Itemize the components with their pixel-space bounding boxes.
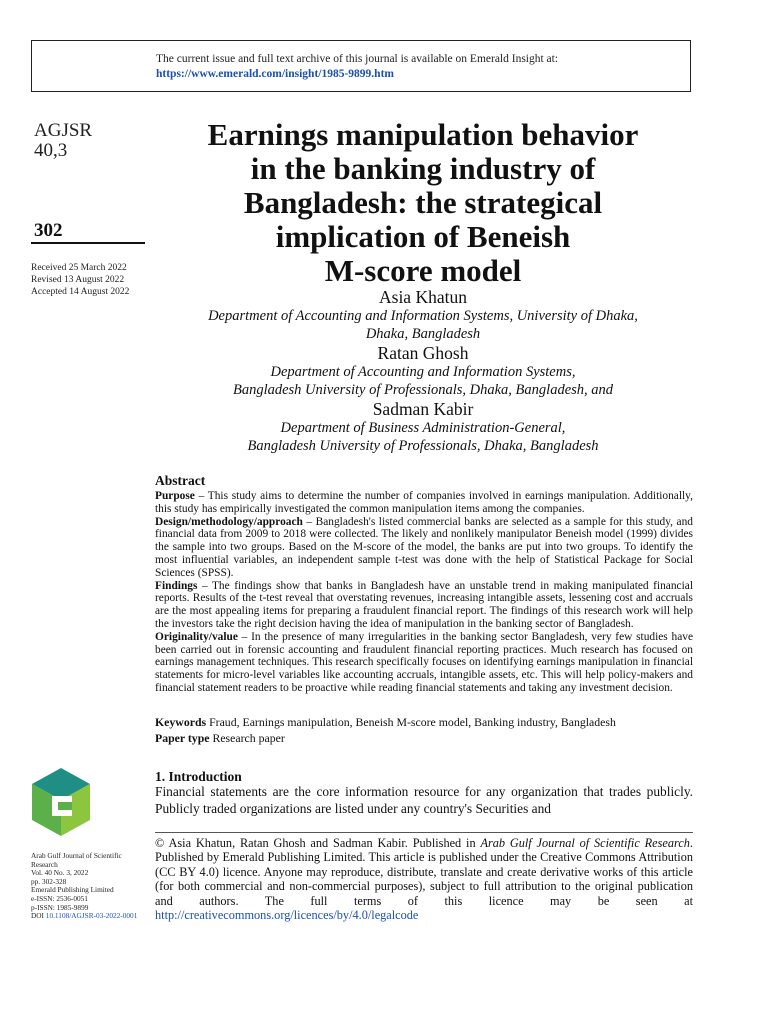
meta-line: Arab Gulf Journal of Scientific <box>31 851 122 860</box>
emerald-logo-icon <box>30 766 92 838</box>
affiliation-line: Bangladesh University of Professionals, Dhaka, Bangladesh, and <box>232 382 614 398</box>
journal-info <box>34 121 92 161</box>
journal-url-link[interactable]: https://www.emerald.com/insight/1985-9899.htm <box>156 68 394 80</box>
license-divider <box>155 832 693 833</box>
abstract-heading: Abstract <box>155 473 206 488</box>
availability-text: The current issue and full text archive of this journal is available on Emerald Insight at: <box>156 53 559 65</box>
author-name: Sadman Kabir <box>372 399 474 419</box>
affiliation-line: Dhaka, Bangladesh <box>365 326 481 342</box>
abstract-body <box>155 490 693 695</box>
intro-text: Financial statements are the core information resource for any organization that trades publicly. Publicly traded organizations are listed under any country's Securities and <box>155 784 693 816</box>
paper-type <box>155 730 693 746</box>
publication-meta <box>31 852 151 921</box>
author-affiliation <box>150 307 696 343</box>
page-number: 302 <box>34 220 63 241</box>
abstract-section <box>155 631 693 695</box>
revised-date: Revised 13 August 2022 <box>31 275 125 285</box>
section-text: – Bangladesh's listed commercial banks are selected as a sample for this study, and financial data from 2009 to 2018 were collected. The likely and nonlikely manipulator Beneish model (1999) divides the sample into two groups. Based on the M-score of the model, the banks are put into two groups. To identify the most influential variables, an independent sample t-test was done with the help of Statistical Package for Social Sciences (SPSS). <box>155 515 693 579</box>
meta-line: Research <box>31 859 58 869</box>
paper-type-label: Paper type <box>155 731 210 745</box>
keywords <box>155 714 693 730</box>
keywords-block <box>155 714 693 746</box>
page-divider <box>31 242 145 244</box>
journal-volume: 40,3 <box>34 140 68 161</box>
section-label: Purpose <box>155 490 195 502</box>
meta-line: p-ISSN: 1985-9899 <box>31 902 89 912</box>
license-part1: © Asia Khatun, Ratan Ghosh and Sadman Kabir. Published in <box>155 836 481 850</box>
author-name: Ratan Ghosh <box>377 343 469 363</box>
license-link[interactable]: http://creativecommons.org/licences/by/4.0/legalcode <box>155 908 419 923</box>
journal-availability-box <box>31 40 691 92</box>
section-text: – In the presence of many irregularities in the banking sector Bangladesh, very few studies have been carried out in forensic accounting and fraudulent financial reporting practices. Much research has focused on earnings management techniques. This research specifically focuses on identifying earnings manipulation in financial statements for micro-level variables like accounting accruals, intangible assets, etc. This will help policy-makers and financial statement readers to be proactive while reading financial statements and taking any investment decision. <box>155 630 693 694</box>
received-date: Received 25 March 2022 <box>31 263 127 273</box>
author-affiliation <box>150 419 696 455</box>
accepted-date: Accepted 14 August 2022 <box>31 287 130 297</box>
affiliation-line: Bangladesh University of Professionals, Dhaka, Bangladesh <box>247 438 599 454</box>
section-label: Findings <box>155 579 198 592</box>
abstract-section <box>155 516 693 580</box>
keywords-label: Keywords <box>155 715 207 729</box>
author-affiliation <box>150 363 696 399</box>
meta-line: Emerald Publishing Limited <box>31 885 114 895</box>
license-text <box>155 836 693 922</box>
license-journal: Arab Gulf Journal of Scientific Research <box>480 836 690 850</box>
meta-line: pp. 302-328 <box>31 876 67 886</box>
abstract-section <box>155 580 693 631</box>
doi-label: DOI <box>31 911 46 921</box>
affiliation-line: Department of Business Administration-General, <box>280 420 566 436</box>
section-label: Design/methodology/approach <box>155 515 303 528</box>
meta-line: Vol. 40 No. 3, 2022 <box>31 868 89 878</box>
title-line: in the banking industry of <box>250 151 596 186</box>
keywords-text: Fraud, Earnings manipulation, Beneish M-score model, Banking industry, Bangladesh <box>206 715 616 729</box>
title-line: Bangladesh: the strategical <box>243 185 603 220</box>
article-dates <box>31 262 129 298</box>
article-title <box>150 118 696 288</box>
title-line: Earnings manipulation behavior <box>207 117 639 152</box>
intro-heading: 1. Introduction <box>155 769 242 784</box>
author-name: Asia Khatun <box>379 287 467 307</box>
meta-line: e-ISSN: 2536-0051 <box>31 893 88 903</box>
license-part2: . Published by Emerald Publishing Limited. This article is published under the Creative Commons Attribution (CC BY 4.0) licence. Anyone may reproduce, distribute, translate and create derivative works of this article (for both commercial and non-commercial purposes), subject to full attribution to the original publication and authors. The full terms of this licence may be seen at <box>155 836 693 908</box>
doi-line <box>31 912 151 921</box>
journal-abbrev: AGJSR <box>34 120 93 141</box>
affiliation-line: Department of Accounting and Information Systems, <box>270 364 576 380</box>
section-text: – The findings show that banks in Bangladesh have an unstable trend in making manipulated financial reports. Results of the t-test reveal that overstating revenues, increasing intangible assets, lessening cost and accruals are the most appealing items for preparing a fraudulent financial report. The findings of this research work will help the investors take the right decision having the idea of manipulation in the banking sector of Bangladesh. <box>155 579 693 630</box>
affiliation-line: Department of Accounting and Information Systems, University of Dhaka, <box>208 308 638 324</box>
title-line: implication of Beneish <box>275 219 571 254</box>
section-text: – This study aims to determine the number of companies involved in earnings manipulation. Additionally, this study has empirically investigated the common manipulation items among the companies. <box>155 490 693 515</box>
title-line: M-score model <box>324 253 522 288</box>
doi-link[interactable]: 10.1108/AGJSR-03-2022-0001 <box>45 911 138 921</box>
section-label: Originality/value <box>155 630 238 643</box>
abstract-section <box>155 490 693 516</box>
paper-type-text: Research paper <box>209 731 285 745</box>
